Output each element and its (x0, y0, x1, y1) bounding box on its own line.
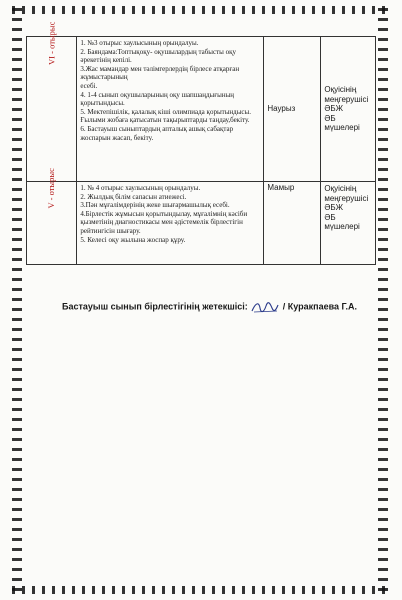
responsible-line: ӘБ мүшелері (324, 113, 360, 133)
task-item: 6. Бастауыш сыныптардың апталық ашық сабақтар жоспарын жасап, бекіту. (80, 124, 234, 142)
responsible-cell (321, 182, 376, 265)
month-label: Наурыз (267, 103, 296, 113)
responsible-line: ӘБ мүшелері (324, 212, 360, 231)
task-item: 5. Мектепішілік, қалалық кіші олимпиада қорытындысы. Ғылыми жобаға қатысатын тақырыптарды таңдау,бекіту. (80, 107, 251, 125)
month-cell (264, 182, 321, 265)
responsible-line: Оқуісінің (324, 184, 357, 193)
signature-line (62, 300, 382, 314)
signature-label: Бастауыш сынып бірлестігінің жетекшісі: (62, 301, 248, 312)
stage-cell (27, 21, 77, 182)
responsible-line: меңгерушісі (324, 193, 369, 203)
month-cell (264, 37, 321, 182)
task-item: 1. №3 отырыс хаулысының орындалуы. (80, 39, 199, 47)
task-item: 3.Жас мамандар мен тәлімгерлердің бірлесе атқарған жұмыстарының (80, 64, 240, 82)
task-item: 2. Баяндама:Топтықоқу- оқушылардың табысты оқу әрекетінің кепілі. (80, 47, 236, 65)
task-item: 3.Пән мұғалімдерінің жеке шығармашылық есебі. (80, 201, 230, 210)
month-label: Мамыр (267, 183, 295, 192)
task-item: 1. № 4 отырыс хаулысының орындалуы. (80, 184, 201, 192)
task-item: 4.Бірлестік жұмысын қорытындылау, мұғалімнің кәсіби қызметінің диагностикасы мен әдістемелік бірлестігін рейтингісін шығару. (80, 209, 248, 235)
responsible-line: меңгерушісі (324, 94, 369, 104)
signatory-name: / Куракпаева Г.А. (282, 301, 358, 312)
table-row (27, 37, 376, 182)
decorative-border-top (12, 6, 388, 14)
tasks-cell (77, 37, 264, 182)
plan-table (26, 21, 376, 265)
responsible-line: ӘБЖ (324, 203, 344, 212)
tasks-cell (77, 182, 264, 265)
stage-cell (27, 168, 77, 265)
decorative-border-left (12, 8, 22, 592)
task-item: 4. 1-4 сынып оқушыларының оқу шапшаңдығының қорытындысы. (80, 90, 235, 108)
task-item: 5. Келесі оқу жылына жоспар құру. (80, 235, 186, 244)
responsible-line: ӘБЖ (324, 104, 344, 114)
stage-label: V - отырыс (46, 168, 57, 209)
task-item: есебі. (80, 81, 98, 90)
responsible-line: Оқуісінің (324, 85, 357, 95)
handwritten-signature-icon (250, 300, 280, 314)
stage-label: VI - отырыс (46, 21, 57, 65)
task-item: 2. Жылдық білім сапасын атиежесі. (80, 192, 187, 201)
decorative-border-bottom (12, 586, 388, 594)
table-row (27, 182, 376, 265)
responsible-cell (321, 37, 376, 182)
